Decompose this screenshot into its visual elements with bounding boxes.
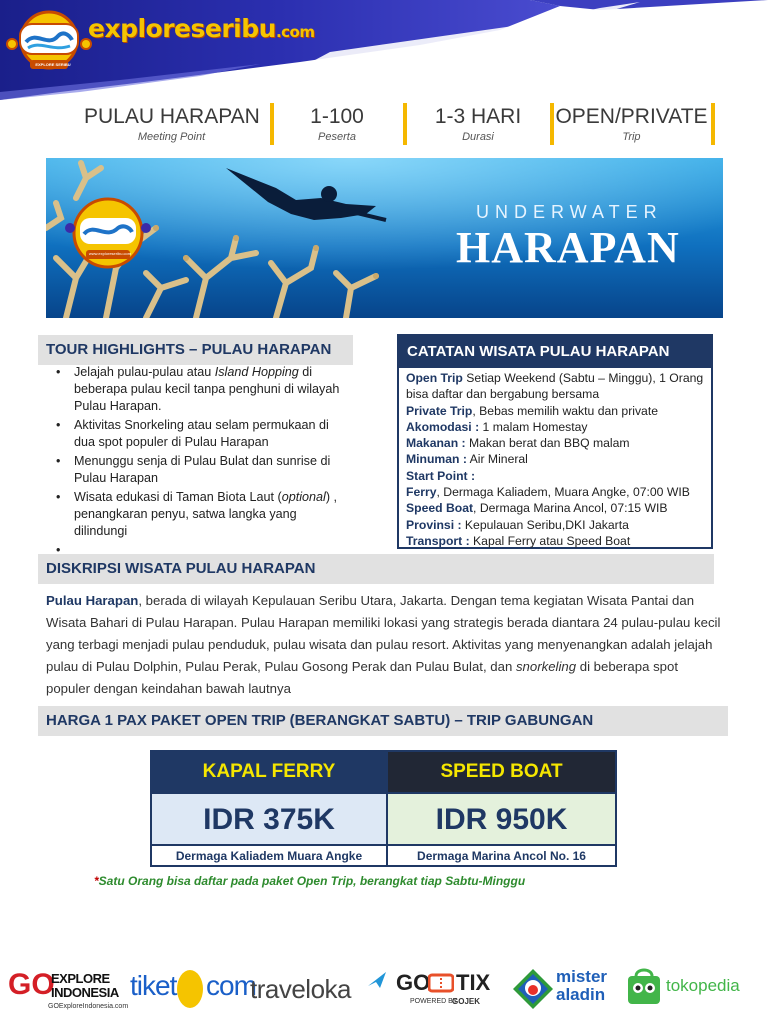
deskripsi-header: DISKRIPSI WISATA PULAU HARAPAN xyxy=(38,554,714,584)
catatan-key: Speed Boat xyxy=(406,501,474,516)
catatan-row xyxy=(406,403,705,419)
catatan-row xyxy=(406,435,705,451)
go-explore-go: GO xyxy=(8,968,55,1001)
list-item xyxy=(50,364,350,415)
hero-badge-text: www.exploreseribu.com xyxy=(88,251,132,256)
traveloka-text: traveloka xyxy=(250,974,351,1004)
ticket-icon xyxy=(428,973,454,993)
go-explore-url: GOExploreIndonesia.com xyxy=(48,1003,129,1010)
info-peserta xyxy=(284,104,390,146)
traveloka-bird-icon xyxy=(366,970,388,992)
deskripsi-lead: Pulau Harapan xyxy=(46,593,139,608)
price-option-ferry-name: KAPAL FERRY xyxy=(152,752,386,792)
catatan-header: CATATAN WISATA PULAU HARAPAN xyxy=(399,336,711,368)
highlight-text: Aktivitas Snorkeling atau selam permukaan di dua spot populer di Pulau Harapan xyxy=(74,418,329,449)
info-divider xyxy=(403,103,407,145)
price-footnote xyxy=(94,874,525,888)
price-option-speedboat-price: IDR 950K xyxy=(386,792,615,844)
info-peserta-value: 1-100 xyxy=(310,105,364,128)
mister-aladin-line2: aladin xyxy=(556,985,606,1004)
brand-name-text: exploreseribu xyxy=(88,14,276,43)
hero-subtitle: UNDERWATER xyxy=(476,202,663,222)
list-item xyxy=(50,417,350,451)
deskripsi-emphasis: snorkeling xyxy=(515,659,577,674)
catatan-key: Ferry xyxy=(406,485,437,500)
gotix-tix: TIX xyxy=(456,970,491,995)
catatan-row xyxy=(406,419,705,435)
price-table xyxy=(150,750,617,867)
highlights-list xyxy=(50,364,350,561)
info-meeting-point-label: Meeting Point xyxy=(137,131,206,143)
tiket-text: tiket xyxy=(130,970,177,1001)
tiket-com-text: com xyxy=(206,970,256,1001)
catatan-value: , Bebas memilih waktu dan private xyxy=(472,403,659,418)
deskripsi-body: , berada di wilayah Kepulauan Seribu Utara, Jakarta. Dengan tema kegiatan Wisata Pantai dan Wisata Bahari di Pulau Harapan. Pulau Harapan memiliki lokasi yang strategis berada diantara 24 pulau-pulau kecil yang terbagi menjadi pulau penduduk, pulau wisata dan pulau resort. Aktivitas yang menyenangkan adalah jelajah pulau di Pulau Dolphin, Pulau Perak, Pulau Gosong Perak dan Pulau Bulat, dan xyxy=(46,593,721,674)
catatan-value: 1 malam Homestay xyxy=(479,419,588,434)
gotix-powered: POWERED BY xyxy=(410,998,458,1005)
deskripsi-tail: di beberapa spot populer dengan keindahan bawah lautnya xyxy=(46,659,678,696)
mister-aladin-line1: mister xyxy=(556,967,608,986)
gotix-gojek: GOJEK xyxy=(452,997,481,1006)
catatan-row xyxy=(406,484,705,500)
partner-gotix[interactable] xyxy=(396,970,506,1010)
catatan-key: Minuman : xyxy=(406,452,467,467)
catatan-row xyxy=(406,468,705,484)
catatan-value: Air Mineral xyxy=(466,452,528,467)
catatan-value: , Dermaga Marina Ancol, 07:15 WIB xyxy=(473,501,668,516)
deskripsi-paragraph xyxy=(46,590,722,700)
info-trip-label: Trip xyxy=(622,131,641,143)
highlight-emphasis: optional xyxy=(281,490,326,504)
harga-header: HARGA 1 PAX PAKET OPEN TRIP (BERANGKAT SABTU) – TRIP GABUNGAN xyxy=(38,706,728,736)
catatan-value: , Dermaga Kaliadem, Muara Angke, 07:00 WIB xyxy=(436,485,690,500)
catatan-key: Open Trip xyxy=(406,371,463,385)
highlight-text: Jelajah pulau-pulau atau xyxy=(74,365,215,379)
catatan-row xyxy=(406,517,705,533)
price-option-ferry-location: Dermaga Kaliadem Muara Angke xyxy=(152,844,386,865)
price-option-speedboat-name: SPEED BOAT xyxy=(386,752,615,792)
hero-title: HARAPAN xyxy=(456,223,680,272)
info-durasi-label: Durasi xyxy=(462,131,494,143)
catatan-value: Makan berat dan BBQ malam xyxy=(465,436,630,451)
info-trip-value: OPEN/PRIVATE xyxy=(555,105,708,128)
catatan-value: Kapal Ferry atau Speed Boat xyxy=(469,533,631,548)
go-explore-line1: EXPLORE xyxy=(51,971,110,986)
info-divider xyxy=(711,103,715,145)
highlight-emphasis: Island Hopping xyxy=(214,365,299,379)
brand-tld: .com xyxy=(275,23,315,41)
catatan-key: Makanan : xyxy=(406,436,466,451)
info-divider xyxy=(270,103,274,145)
info-meeting-point-value: PULAU HARAPAN xyxy=(84,105,260,128)
partner-go-explore-indonesia[interactable] xyxy=(8,968,129,1016)
gotix-go: GO xyxy=(396,970,431,995)
highlight-text: ) , penangkaran penyu, satwa langka yang dilindungi xyxy=(74,490,338,538)
tokopedia-text: tokopedia xyxy=(666,976,740,995)
partner-traveloka[interactable] xyxy=(250,970,390,1008)
partner-tiket-com[interactable] xyxy=(130,968,256,1010)
catatan-value: Kepulauan Seribu,DKI Jakarta xyxy=(461,517,629,532)
catatan-row xyxy=(406,451,705,467)
go-explore-line2: INDONESIA xyxy=(51,985,119,1000)
partner-mister-aladin[interactable] xyxy=(512,966,612,1012)
info-meeting-point xyxy=(84,104,259,146)
info-peserta-label: Peserta xyxy=(318,131,356,143)
highlights-header: TOUR HIGHLIGHTS – PULAU HARAPAN xyxy=(38,335,353,365)
catatan-body xyxy=(399,368,711,549)
logo-badge-text: EXPLORE SERIBU xyxy=(35,62,71,67)
catatan-key: Akomodasi : xyxy=(406,419,480,434)
mister-aladin-icon xyxy=(512,968,554,1010)
catatan-row xyxy=(406,533,705,549)
catatan-row xyxy=(406,370,705,403)
price-option-ferry-price: IDR 375K xyxy=(152,792,386,844)
highlight-text: di beberapa pulau kecil tanpa penghuni di wilayah Pulau Harapan. xyxy=(74,365,340,413)
catatan-key: Private Trip xyxy=(406,403,473,418)
price-option-speedboat-location: Dermaga Marina Ancol No. 16 xyxy=(386,844,615,865)
catatan-box xyxy=(397,334,713,549)
footnote-star: * xyxy=(94,874,99,888)
tiket-dot-icon xyxy=(176,968,204,1010)
info-trip xyxy=(554,104,709,146)
catatan-row xyxy=(406,500,705,516)
list-item xyxy=(50,453,350,487)
tokopedia-bag-icon xyxy=(626,966,662,1006)
highlight-text: Menunggu senja di Pulau Bulat dan sunrise di Pulau Harapan xyxy=(74,454,331,485)
catatan-key: Provinsi : xyxy=(406,517,462,532)
list-item xyxy=(50,489,350,540)
info-durasi xyxy=(414,104,542,146)
footnote-text: Satu Orang bisa daftar pada paket Open Trip, berangkat tiap Sabtu-Minggu xyxy=(98,874,526,888)
catatan-key: Start Point : xyxy=(406,468,476,483)
catatan-value: Setiap Weekend (Sabtu – Minggu), 1 Orang bisa daftar dan bergabung bersama xyxy=(406,371,704,402)
info-durasi-value: 1-3 HARI xyxy=(434,105,522,128)
catatan-key: Transport : xyxy=(406,533,470,548)
highlight-text: Wisata edukasi di Taman Biota Laut ( xyxy=(74,490,282,504)
partner-tokopedia[interactable] xyxy=(626,966,756,1008)
brand-name[interactable] xyxy=(88,14,314,43)
